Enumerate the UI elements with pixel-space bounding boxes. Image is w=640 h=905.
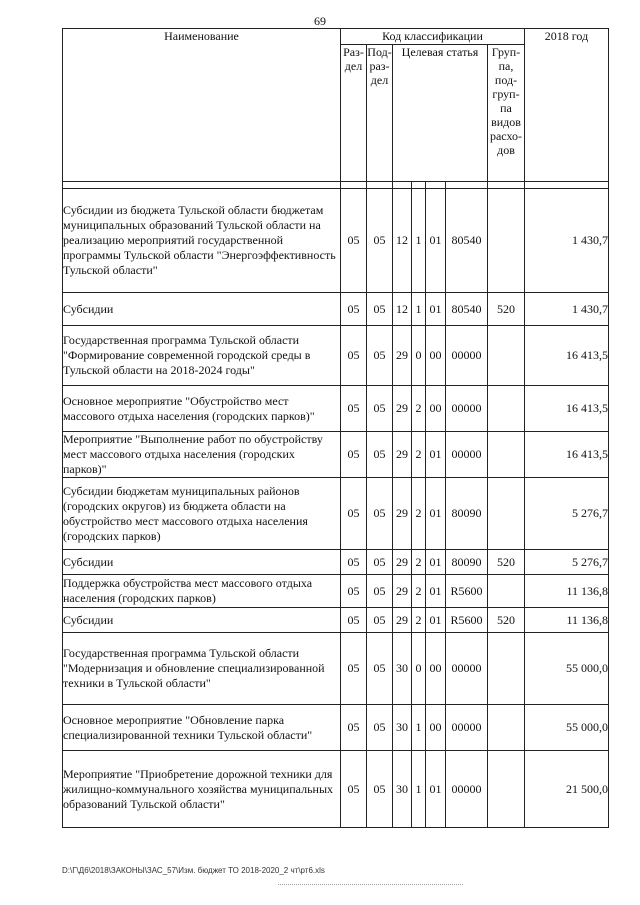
- row-expense-group: [488, 432, 525, 478]
- row-target-program: 29: [393, 575, 412, 608]
- row-name: Субсидии из бюджета Тульской области бюджетам муниципальных образований Тульской области на реализацию мероприятий государственной программы Тульской области "Энергоэффективность Тульской области": [63, 189, 341, 293]
- row-target-subprogram: 2: [412, 550, 426, 575]
- row-target-direction: 80090: [446, 550, 488, 575]
- row-podrazdel: 05: [367, 386, 393, 432]
- row-amount-2018: 55 000,0: [525, 633, 609, 705]
- row-target-program: 30: [393, 751, 412, 828]
- file-path-footer: D:\Г\Д6\2018\ЗАКОНЫ\ЗАС_57\Изм. бюджет ТО 2018-2020_2 чт\рт6.xls: [62, 866, 325, 875]
- header-spacer: [63, 182, 609, 189]
- row-expense-group: [488, 386, 525, 432]
- table-row: [63, 751, 609, 828]
- row-target-program: 30: [393, 633, 412, 705]
- row-target-subprogram: 2: [412, 478, 426, 550]
- row-target-event: 01: [426, 293, 446, 326]
- header-podrazdel: Под- раз- дел: [367, 45, 393, 182]
- row-razdel: 05: [341, 705, 367, 751]
- row-podrazdel: 05: [367, 633, 393, 705]
- row-target-subprogram: 0: [412, 633, 426, 705]
- row-amount-2018: 55 000,0: [525, 705, 609, 751]
- row-name: Мероприятие "Выполнение работ по обустройству мест массового отдыха населения (городских парков)": [63, 432, 341, 478]
- row-target-direction: R5600: [446, 608, 488, 633]
- row-target-direction: 00000: [446, 432, 488, 478]
- row-expense-group: [488, 575, 525, 608]
- row-name: Субсидии бюджетам муниципальных районов (городских округов) из бюджета области на обустройство мест массового отдыха населения (городских парков): [63, 478, 341, 550]
- row-razdel: 05: [341, 189, 367, 293]
- header-target: Целевая статья: [393, 45, 488, 182]
- row-podrazdel: 05: [367, 608, 393, 633]
- table-row: [63, 293, 609, 326]
- row-razdel: 05: [341, 633, 367, 705]
- table-row: [63, 189, 609, 293]
- row-amount-2018: 5 276,7: [525, 478, 609, 550]
- row-name: Субсидии: [63, 550, 341, 575]
- row-target-program: 29: [393, 550, 412, 575]
- row-amount-2018: 16 413,5: [525, 386, 609, 432]
- row-name: Государственная программа Тульской области "Формирование современной городской среды в Тульской области на 2018-2024 годы": [63, 326, 341, 386]
- row-target-program: 29: [393, 478, 412, 550]
- row-amount-2018: 16 413,5: [525, 432, 609, 478]
- row-podrazdel: 05: [367, 550, 393, 575]
- row-razdel: 05: [341, 386, 367, 432]
- row-target-subprogram: 1: [412, 751, 426, 828]
- table-row: [63, 432, 609, 478]
- row-name: Субсидии: [63, 608, 341, 633]
- row-razdel: 05: [341, 293, 367, 326]
- row-razdel: 05: [341, 326, 367, 386]
- page-number: 69: [314, 14, 326, 28]
- row-target-event: 01: [426, 189, 446, 293]
- row-target-program: 12: [393, 189, 412, 293]
- row-target-program: 12: [393, 293, 412, 326]
- row-expense-group: [488, 633, 525, 705]
- header-razdel: Раз- дел: [341, 45, 367, 182]
- row-name: Основное мероприятие "Обустройство мест массового отдыха населения (городских парков)": [63, 386, 341, 432]
- row-amount-2018: 16 413,5: [525, 326, 609, 386]
- row-podrazdel: 05: [367, 432, 393, 478]
- table-row: [63, 478, 609, 550]
- row-target-event: 01: [426, 550, 446, 575]
- row-expense-group: [488, 751, 525, 828]
- row-razdel: 05: [341, 608, 367, 633]
- row-expense-group: 520: [488, 608, 525, 633]
- row-target-program: 29: [393, 326, 412, 386]
- header-group: Груп- па, под- груп- па видов расхо- дов: [488, 45, 525, 182]
- row-target-direction: 00000: [446, 751, 488, 828]
- row-target-direction: 00000: [446, 633, 488, 705]
- header-year: 2018 год: [525, 29, 609, 182]
- header-row-1: [63, 29, 609, 45]
- row-target-event: 00: [426, 633, 446, 705]
- table-row: [63, 575, 609, 608]
- scan-artifact: [278, 884, 463, 886]
- row-target-direction: 00000: [446, 705, 488, 751]
- row-target-event: 01: [426, 608, 446, 633]
- row-expense-group: [488, 189, 525, 293]
- row-amount-2018: 1 430,7: [525, 189, 609, 293]
- row-target-event: 00: [426, 705, 446, 751]
- row-podrazdel: 05: [367, 326, 393, 386]
- row-expense-group: [488, 705, 525, 751]
- row-expense-group: [488, 478, 525, 550]
- row-expense-group: [488, 326, 525, 386]
- row-target-subprogram: 1: [412, 293, 426, 326]
- row-target-direction: 00000: [446, 386, 488, 432]
- row-razdel: 05: [341, 575, 367, 608]
- row-target-subprogram: 1: [412, 189, 426, 293]
- row-target-program: 29: [393, 432, 412, 478]
- table-row: [63, 326, 609, 386]
- table-row: [63, 705, 609, 751]
- row-target-program: 30: [393, 705, 412, 751]
- row-target-subprogram: 0: [412, 326, 426, 386]
- row-expense-group: 520: [488, 293, 525, 326]
- row-target-event: 01: [426, 432, 446, 478]
- row-target-subprogram: 1: [412, 705, 426, 751]
- row-target-subprogram: 2: [412, 432, 426, 478]
- row-target-subprogram: 2: [412, 575, 426, 608]
- row-podrazdel: 05: [367, 478, 393, 550]
- row-amount-2018: 5 276,7: [525, 550, 609, 575]
- row-target-direction: 80540: [446, 293, 488, 326]
- row-target-program: 29: [393, 386, 412, 432]
- row-podrazdel: 05: [367, 751, 393, 828]
- row-target-direction: 80090: [446, 478, 488, 550]
- row-target-event: 01: [426, 575, 446, 608]
- row-target-direction: R5600: [446, 575, 488, 608]
- row-target-direction: 00000: [446, 326, 488, 386]
- row-target-program: 29: [393, 608, 412, 633]
- table-row: [63, 608, 609, 633]
- row-podrazdel: 05: [367, 705, 393, 751]
- row-podrazdel: 05: [367, 189, 393, 293]
- row-razdel: 05: [341, 432, 367, 478]
- row-podrazdel: 05: [367, 293, 393, 326]
- row-amount-2018: 11 136,8: [525, 608, 609, 633]
- row-target-subprogram: 2: [412, 386, 426, 432]
- row-target-direction: 80540: [446, 189, 488, 293]
- header-classification: Код классификации: [341, 29, 525, 45]
- row-expense-group: 520: [488, 550, 525, 575]
- table-row: [63, 386, 609, 432]
- budget-table: [62, 28, 609, 828]
- row-amount-2018: 1 430,7: [525, 293, 609, 326]
- row-name: Мероприятие "Приобретение дорожной техники для жилищно-коммунального хозяйства муниципальных образований Тульской области": [63, 751, 341, 828]
- row-name: Поддержка обустройства мест массового отдыха населения (городских парков): [63, 575, 341, 608]
- row-target-event: 00: [426, 326, 446, 386]
- row-target-event: 01: [426, 751, 446, 828]
- row-name: Субсидии: [63, 293, 341, 326]
- row-amount-2018: 21 500,0: [525, 751, 609, 828]
- row-name: Основное мероприятие "Обновление парка специализированной техники Тульской области": [63, 705, 341, 751]
- row-target-event: 00: [426, 386, 446, 432]
- row-razdel: 05: [341, 478, 367, 550]
- row-razdel: 05: [341, 550, 367, 575]
- table-row: [63, 550, 609, 575]
- table-row: [63, 633, 609, 705]
- row-razdel: 05: [341, 751, 367, 828]
- row-target-subprogram: 2: [412, 608, 426, 633]
- header-name: Наименование: [63, 29, 341, 182]
- row-target-event: 01: [426, 478, 446, 550]
- row-name: Государственная программа Тульской области "Модернизация и обновление специализированной техники в Тульской области": [63, 633, 341, 705]
- row-amount-2018: 11 136,8: [525, 575, 609, 608]
- row-podrazdel: 05: [367, 575, 393, 608]
